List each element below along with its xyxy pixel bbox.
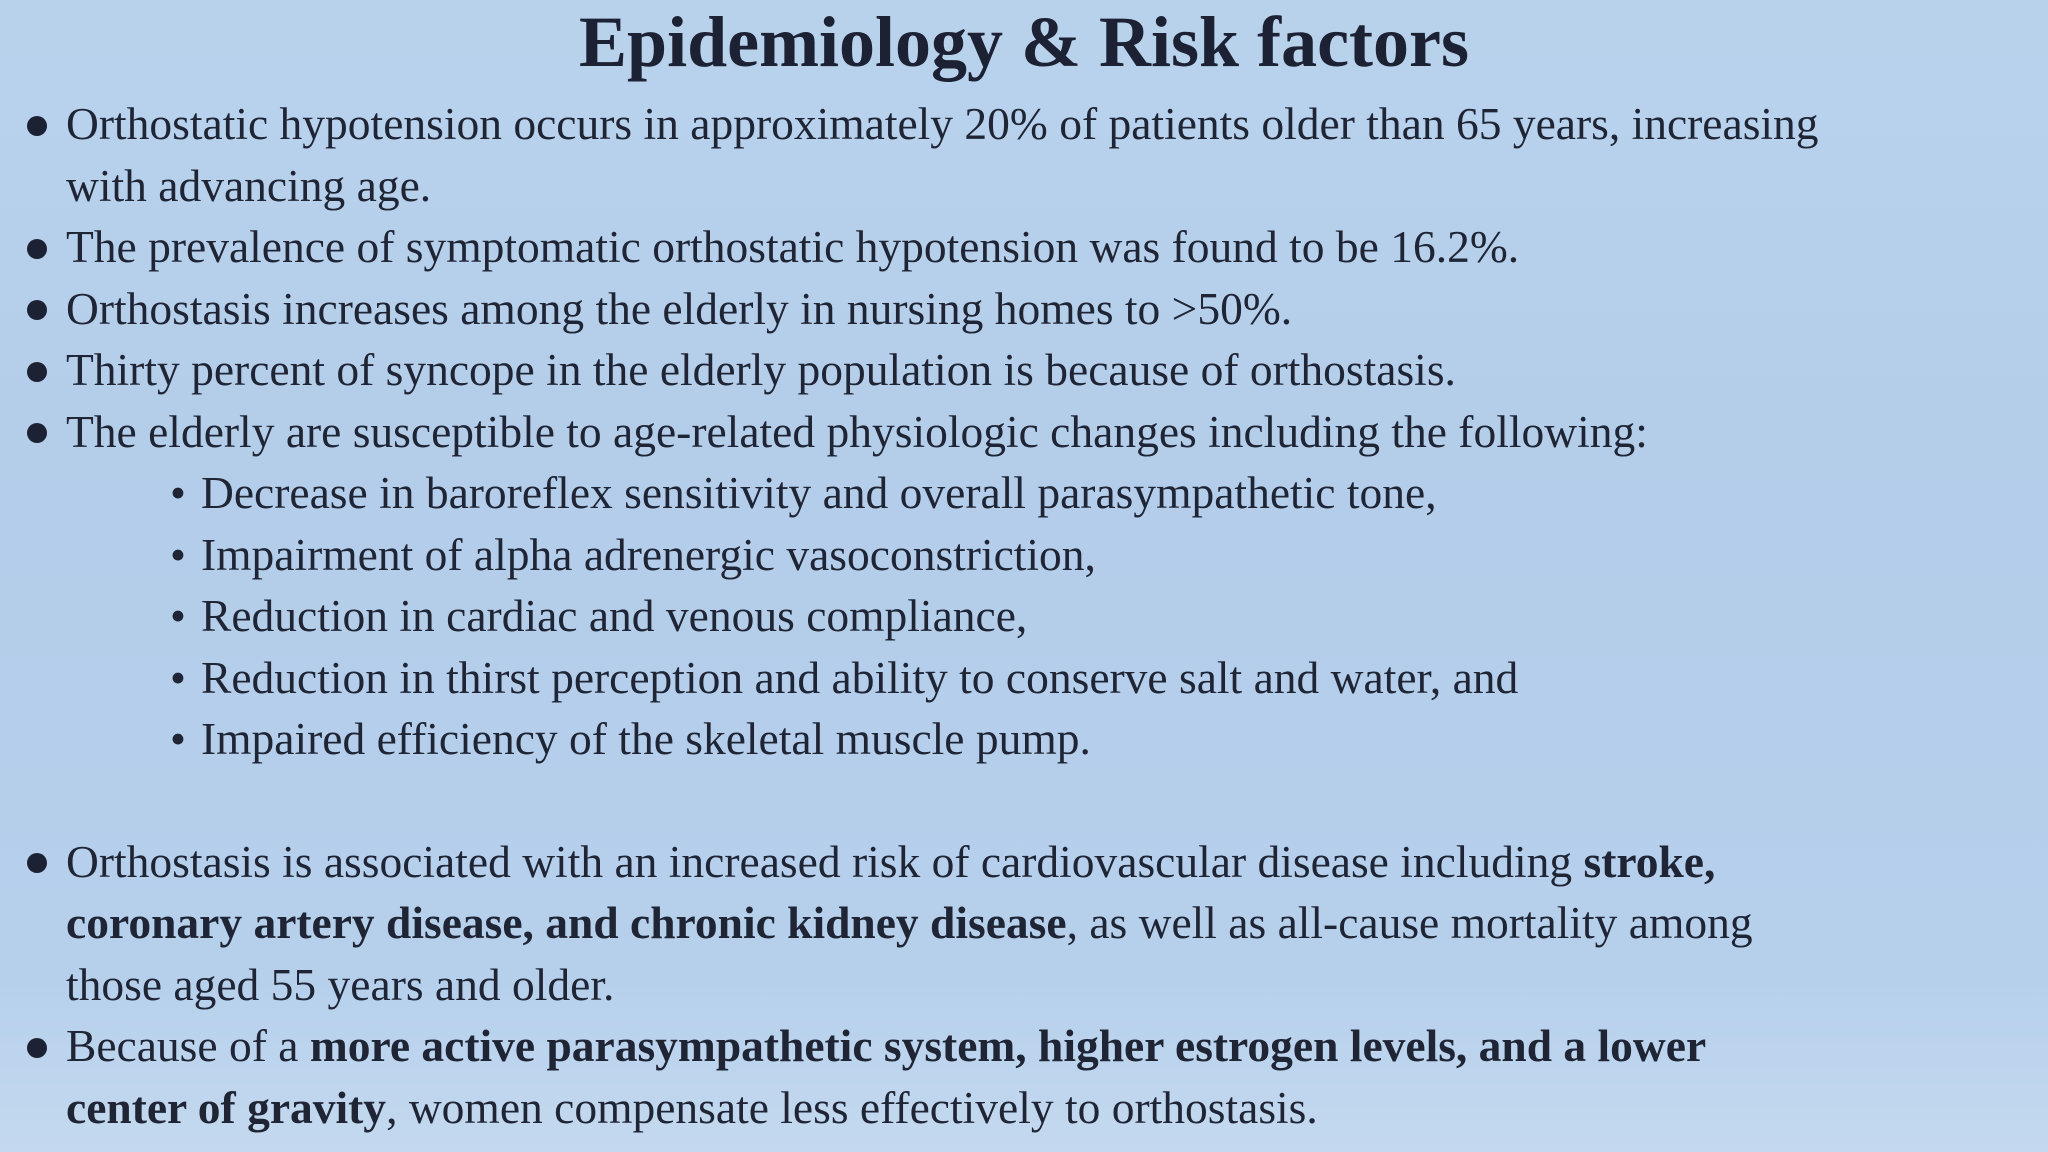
bullet-dot-icon	[22, 278, 52, 340]
bullet-women	[20, 1015, 2040, 1138]
bullet-list	[20, 93, 2040, 1138]
bullet-symptomatic-prevalence	[20, 216, 2040, 278]
spacer	[20, 770, 2040, 831]
bold-text-run: more active parasympathetic system, higher estrogen levels, and a lower	[309, 1020, 1707, 1071]
sub-bullet-compliance	[20, 585, 2040, 647]
sub-bullet-dot-icon: •	[170, 467, 186, 518]
bold-text-run: coronary artery disease, and chronic kidney disease	[66, 897, 1067, 948]
bullet-text-line	[66, 831, 2040, 893]
sub-bullet-text: Reduction in cardiac and venous compliance,	[201, 590, 1028, 641]
bullet-dot-icon	[22, 1015, 52, 1077]
bullet-syncope	[20, 339, 2040, 401]
bullet-text-line: The prevalence of symptomatic orthostatic hypotension was found to be 16.2%.	[66, 221, 1520, 272]
text-run: , women compensate less effectively to orthostasis.	[386, 1081, 1318, 1133]
bullet-text-line: with advancing age.	[66, 159, 432, 211]
text-run: Because of a	[66, 1020, 310, 1071]
bullet-dot-icon	[22, 831, 52, 893]
sub-bullet-dot-icon: •	[170, 528, 186, 580]
sub-bullet-dot-icon: •	[170, 590, 186, 641]
sub-bullet-thirst	[20, 647, 2040, 709]
sub-bullet-dot-icon: •	[170, 713, 186, 764]
sub-bullet-vasoconstriction	[20, 524, 2040, 586]
sub-bullet-muscle-pump	[20, 708, 2040, 770]
bold-text-run: center of gravity	[66, 1081, 387, 1133]
text-run: , as well as all-cause mortality among	[1066, 897, 1753, 948]
bullet-cardiovascular-risk	[20, 831, 2040, 1016]
sub-bullet-baroreflex	[20, 462, 2040, 524]
sub-bullet-dot-icon: •	[170, 651, 186, 703]
bullet-dot-icon	[22, 93, 52, 155]
bullet-text-line: Orthostatic hypotension occurs in approximately 20% of patients older than 65 years, increasing	[66, 98, 1819, 149]
bold-text-run: stroke,	[1583, 835, 1716, 887]
bullet-text-line: Orthostasis increases among the elderly in nursing homes to >50%.	[66, 282, 1293, 334]
bullet-prevalence-65	[20, 93, 2040, 216]
bullet-text-line: Thirty percent of syncope in the elderly population is because of orthostasis.	[66, 344, 1456, 395]
sub-bullet-text: Decrease in baroreflex sensitivity and overall parasympathetic tone,	[201, 467, 1437, 518]
sub-bullet-text: Impaired efficiency of the skeletal muscle pump.	[201, 713, 1091, 764]
bullet-dot-icon	[22, 401, 52, 463]
bullet-text-line	[66, 1077, 2040, 1139]
sub-bullet-text: Impairment of alpha adrenergic vasoconstriction,	[201, 528, 1096, 580]
bullet-text-line: The elderly are susceptible to age-related physiologic changes including the following:	[66, 405, 1648, 457]
bullet-dot-icon	[22, 216, 52, 278]
bullet-dot-icon	[22, 339, 52, 401]
bullet-text-line	[66, 892, 2040, 954]
bullet-text-line: those aged 55 years and older.	[66, 958, 615, 1010]
bullet-nursing-homes	[20, 278, 2040, 340]
bullet-physiologic-changes	[20, 401, 2040, 463]
text-run: Orthostasis is associated with an increased risk of cardiovascular disease including	[66, 835, 1584, 887]
sub-bullet-text: Reduction in thirst perception and ability to conserve salt and water, and	[201, 651, 1519, 703]
bullet-text-line	[66, 1015, 2040, 1077]
slide-title: Epidemiology & Risk factors	[579, 2, 1469, 82]
